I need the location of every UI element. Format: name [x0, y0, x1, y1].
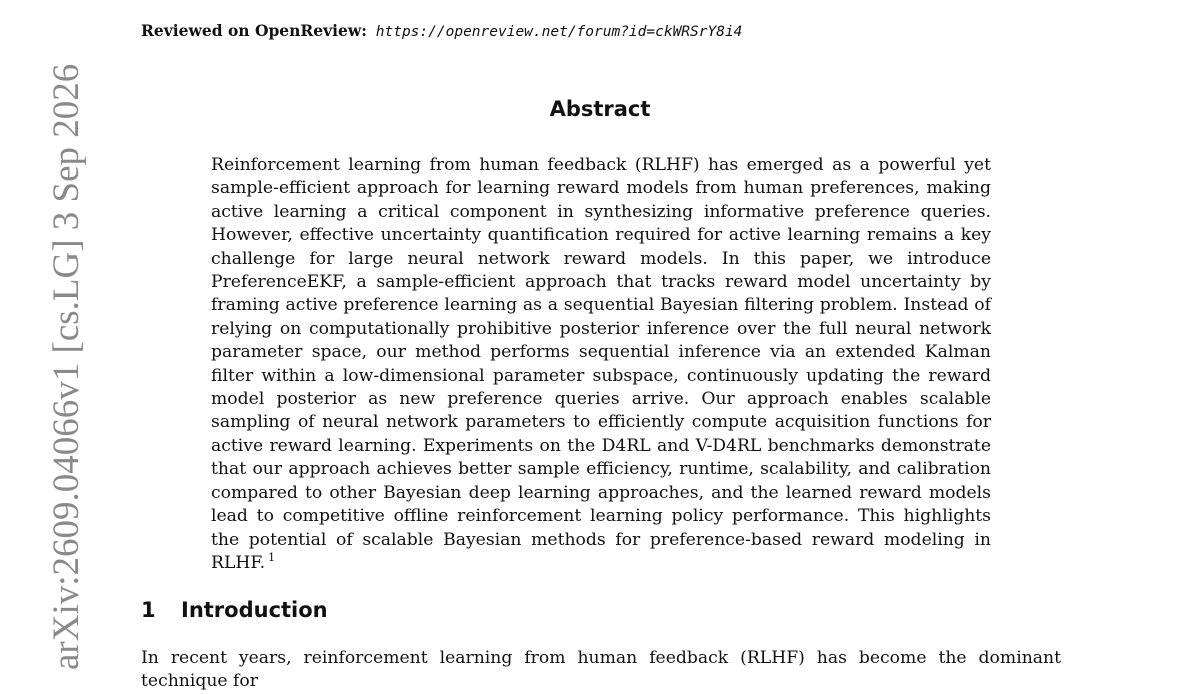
review-notice-label: Reviewed on OpenReview: — [141, 21, 367, 40]
intro-paragraph: In recent years, reinforcement learning from human feedback (RLHF) has become the dominant technique for — [141, 648, 1061, 692]
abstract-text: Reinforcement learning from human feedback (RLHF) has emerged as a powerful yet sample-efficient approach for learning reward models from human preferences, making active learning a critical component in synthesizing informative preference queries. However, effective uncertainty quantification required for active learning remains a key challenge for large neural network reward models. In this paper, we introduce PreferenceEKF, a sample-efficient approach that tracks reward model uncertainty by framing active preference learning as a sequential Bayesian filtering problem. Instead of relying on computationally prohibitive posterior inference over the full neural network parameter space, our method performs sequential inference via an extended Kalman filter within a low-dimensional parameter subspace, continuously updating the reward model posterior as new preference queries arrive. Our approach enables scalable sampling of neural network parameters to efficiently compute acquisition functions for active reward learning. Experiments on the D4RL and V-D4RL benchmarks demonstrate that our approach achieves better sample efficiency, runtime, scalability, and calibration compared to other Bayesian deep learning approaches, and the learned reward models lead to competitive offline reinforcement learning policy performance. This highlights the potential of scalable Bayesian methods for preference-based reward modeling in RLHF. — [211, 155, 991, 573]
abstract-heading: Abstract — [549, 97, 651, 121]
section-heading-introduction — [141, 596, 328, 624]
arxiv-identifier-text: arXiv:2609.04066v1 [cs.LG] 3 Sep 2026 — [46, 63, 87, 670]
footnote-marker[interactable]: 1 — [268, 550, 276, 564]
section-title: Introduction — [181, 598, 328, 622]
abstract-paragraph — [211, 154, 991, 575]
openreview-link[interactable]: https://openreview.net/forum?id=ckWRSrY8i4 — [375, 24, 743, 40]
section-number: 1 — [141, 598, 156, 622]
review-notice — [141, 20, 742, 42]
